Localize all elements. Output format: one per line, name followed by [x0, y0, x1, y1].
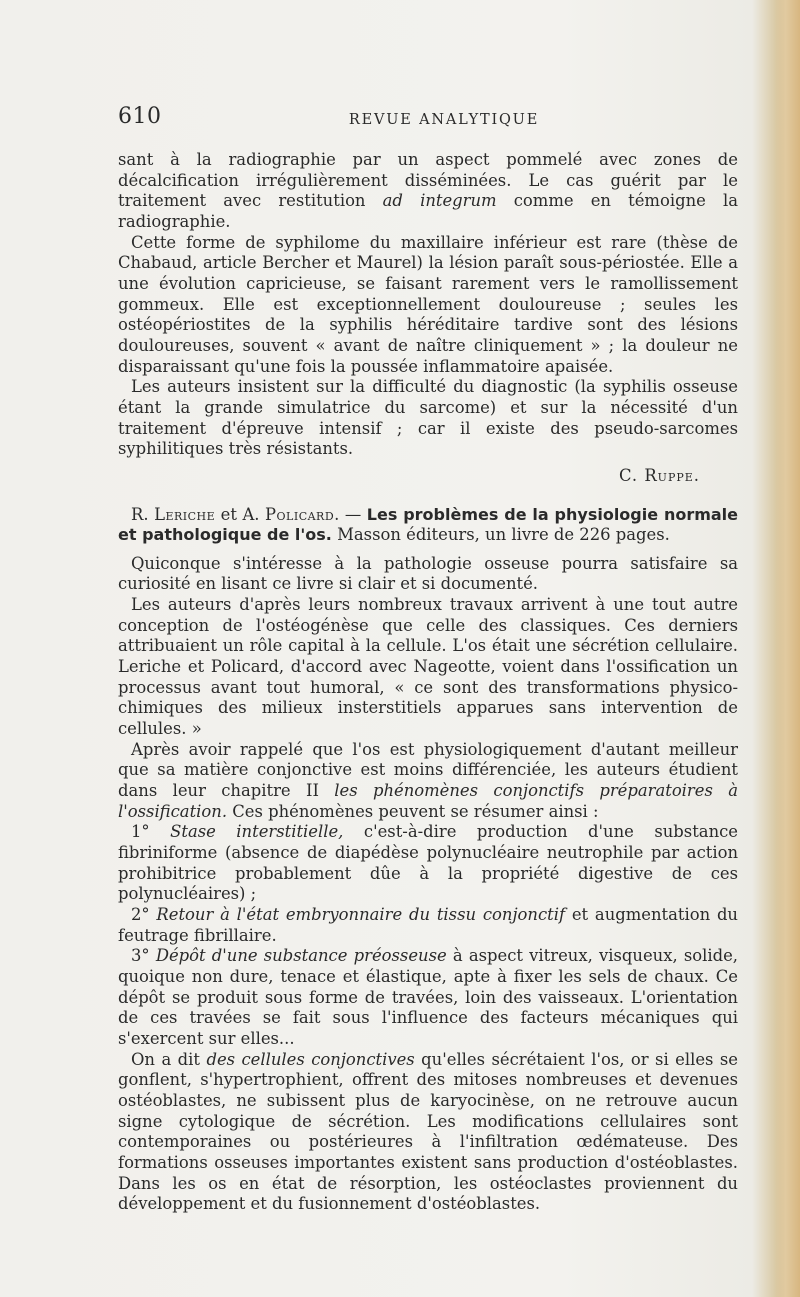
book-title: Les problèmes de la physiologie normale et pathologique de l'os.: [118, 504, 739, 545]
paragraph: Quiconque s'intéresse à la pathologie osseuse pourra satisfaire sa curiosité en lisant ce livre si clair et si documenté.: [118, 553, 738, 594]
paragraph: On a dit des cellules conjonctives qu'elles sécrétaient l'os, or si elles se gonflent, s'hypertrophient, offrent des mitoses nombreuses et devenues ostéoblastes, ne subissent plus de karyocinèse, on ne retrouve aucun signe cytologique de sécrétion. Les modifications cellulaires sont contemporaines ou postérieures à l'infiltration œdémateuse. Des formations osseuses importantes existent sans production d'ostéoblastes. Dans les os en état de résorption, les ostéoclastes proviennent du développement et du fusionnement d'ostéoblastes.: [118, 1049, 739, 1214]
review-heading: R. Leriche et A. Policard. — Les problèmes de la physiologie normale et pathologique de l'os. Masson éditeurs, un livre de 226 pages.: [118, 504, 739, 545]
page-edge: [774, 0, 800, 1297]
list-item: 1° Stase interstitielle, c'est-à-dire production d'une substance fibriniforme (absence de diapédèse polynucléaire neutrophile par action prohibitrice probablement dûe à la propriété digestive de ces polynucléaires) ;: [118, 822, 739, 904]
page-number: 610: [118, 104, 162, 129]
paragraph: Les auteurs d'après leurs nombreux travaux arrivent à une tout autre conception de l'ostéogénèse que celle des classiques. Ces derniers attribuaient un rôle capital à la cellule. L'os était une sécrétion cellulaire. Leriche et Policard, d'accord avec Nageotte, voient dans l'ossification un processus avant tout humoral, « ce sont des transformations physico-chimiques des milieux insterstitiels apparues sans intervention de cellules. »: [118, 595, 738, 739]
paragraph: Après avoir rappelé que l'os est physiologiquement d'autant meilleur que sa matière conjonctive est moins différenciée, les auteurs étudient dans leur chapitre II les phénomènes conjonctifs préparatoires à l'ossification. Ces phénomènes peuvent se résumer ainsi :: [118, 739, 738, 821]
list-item: 2° Retour à l'état embryonnaire du tissu conjonctif et augmentation du feutrage fibrillaire.: [118, 904, 738, 945]
paragraph: Les auteurs insistent sur la difficulté du diagnostic (la syphilis osseuse étant la grande simulatrice du sarcome) et sur la nécessité d'un traitement d'épreuve intensif ; car il existe des pseudo-sarcomes syphilitiques très résistants.: [118, 377, 738, 459]
paragraph: Cette forme de syphilome du maxillaire inférieur est rare (thèse de Chabaud, article Bercher et Maurel) la lésion paraît sous-périostée. Elle a une évolution capricieuse, se faisant rarement vers le ramollissement gommeux. Elle est exceptionnellement douloureuse ; seules les ostéopériostites de la syphilis héréditaire tardive sont des lésions douloureuses, souvent « avant de naître cliniquement » ; la douleur ne disparaissant qu'une fois la poussée inflammatoire apaisée.: [118, 232, 738, 376]
review-signature: C. Ruppe.: [618, 465, 700, 485]
page-header: [118, 100, 730, 140]
running-head: REVUE ANALYTIQUE: [348, 112, 540, 128]
page-body: [118, 150, 738, 1215]
paragraph: sant à la radiographie par un aspect pommelé avec zones de décalcification irrégulièrement disséminées. Le cas guérit par le traitement avec restitution ad integrum comme en témoigne la radiographie.: [118, 150, 738, 231]
list-item: 3° Dépôt d'une substance préosseuse à aspect vitreux, visqueux, solide, quoique non dure, tenace et élastique, apte à fixer les sels de chaux. Ce dépôt se produit sous forme de travées, loin des vaisseaux. L'orientation de ces travées se fait sous l'influence des facteurs mécaniques qui s'exercent sur elles...: [118, 946, 739, 1048]
